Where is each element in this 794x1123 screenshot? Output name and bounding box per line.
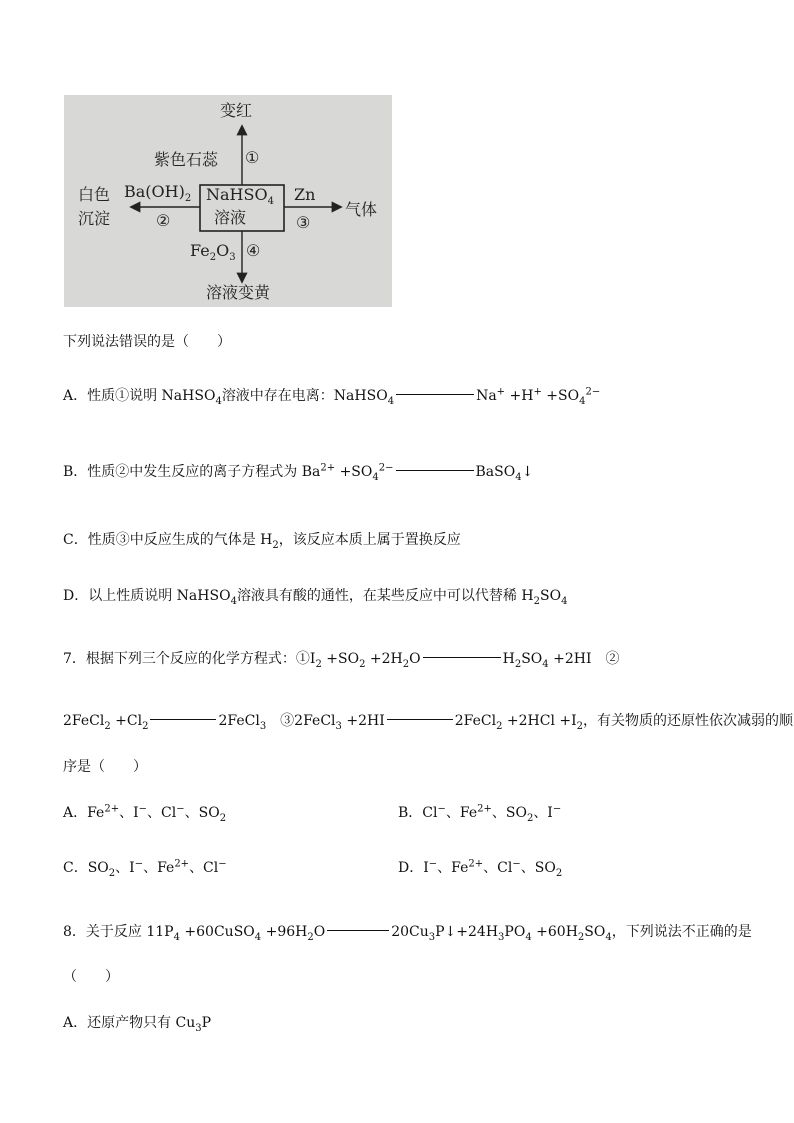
label-nahso4: NaHSO$_4$: [206, 185, 274, 208]
label-yellow: 溶液变黄: [206, 283, 271, 302]
q6-option-c: C．性质③中反应生成的气体是 $H_2$，该反应本质上属于置换反应: [63, 532, 461, 551]
label-precipitate: 沉淀: [78, 209, 111, 228]
number-1: ①: [245, 148, 260, 167]
label-zn: Zn: [294, 185, 316, 204]
q7-option-b: B．Cl−、$Fe^{2+}$、$SO_2$、I−: [398, 803, 562, 824]
label-white: 白色: [78, 185, 111, 204]
label-litmus: 紫色石蕊: [154, 150, 219, 169]
q7-stem-line3: 序是（ ）: [63, 759, 147, 775]
equals-line: [396, 394, 474, 395]
number-4: ④: [246, 241, 261, 260]
number-2: ②: [156, 211, 171, 230]
label-fe2o3: $Fe_2O_3$: [190, 241, 236, 264]
number-3: ③: [296, 213, 311, 232]
equals-line: [387, 719, 453, 720]
equals-line: [423, 657, 501, 658]
q6-stem: 下列说法错误的是（ ）: [63, 334, 231, 350]
q6-option-d: D．以上性质说明 NaHSO$_4$溶液具有酸的通性，在某些反应中可以代替稀 $H_2SO_4$: [63, 588, 568, 607]
label-top: 变红: [220, 101, 253, 120]
reaction-diagram-photo: [64, 95, 392, 307]
q7-stem-line1: 7．根据下列三个反应的化学方程式：$①I_2 +SO_2 +2H_2O$ $H_2SO_4 +2HI$ ②: [63, 651, 620, 670]
equals-line: [327, 930, 389, 931]
q6-option-b: B．性质②中发生反应的离子方程式为 $Ba^{2+} +SO_4^{2-}$ BaSO$_4$↓: [63, 462, 534, 483]
q8-stem-line1: 8．关于反应 $11P_4$ +60CuSO$_4$ $+96H_2O$ $20Cu_3P↓+24H_3PO_4 +60H_2SO_4$，下列说法不正确的是: [63, 924, 752, 943]
q7-stem-line2: 2FeCl$_2$ $+Cl_2$ 2FeCl$_3$ ③2FeCl$_3$ +2HI 2FeCl$_2$ $+2HCl +I_2$，有关物质的还原性依次减弱的顺: [63, 713, 794, 732]
label-solution: 溶液: [214, 208, 247, 227]
equals-line: [150, 719, 216, 720]
q8-option-a: A．还原产物只有 $Cu_3P$: [63, 1015, 212, 1034]
q7-option-c: C．$SO_2$、I−、$Fe^{2+}$、Cl−: [63, 858, 227, 879]
q7-option-a: A．$Fe^{2+}$、I−、Cl−、$SO_2$: [63, 803, 227, 824]
q8-stem-line2: （ ）: [63, 969, 119, 985]
label-gas: 气体: [345, 200, 378, 219]
equals-line: [396, 470, 474, 471]
q7-option-d: D．I−、$Fe^{2+}$、Cl−、$SO_2$: [398, 858, 563, 879]
label-baoh2: $Ba(OH)_2$: [124, 182, 192, 205]
q6-option-a: A．性质①说明 NaHSO$_4$溶液中存在电离：NaHSO$_4$ $Na^+ +H^+ +SO_4^{2-}$: [63, 386, 601, 407]
